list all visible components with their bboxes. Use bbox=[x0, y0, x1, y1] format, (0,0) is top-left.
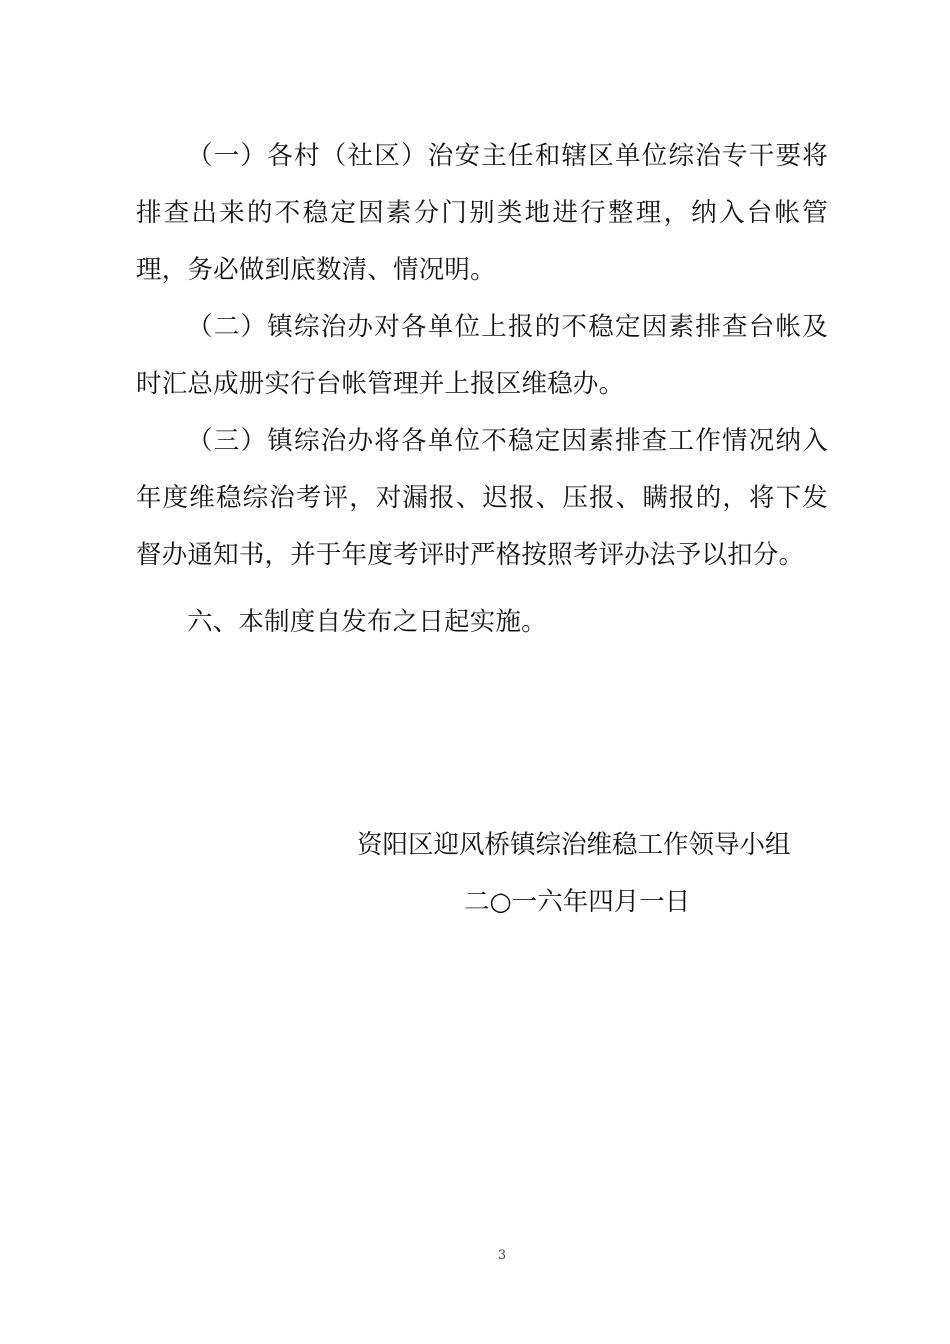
paragraph-item-2: （二）镇综治办对各单位上报的不稳定因素排查台帐及时汇总成册实行台帐管理并上报区维稳办。 bbox=[136, 312, 828, 399]
page-number: 3 bbox=[497, 1248, 507, 1263]
signature-date: 二○一六年四月一日 bbox=[464, 887, 691, 917]
paragraph-item-1: （一）各村（社区）治安主任和辖区单位综治专干要将排查出来的不稳定因素分门别类地进行整理，纳入台帐管理，务必做到底数清、情况明。 bbox=[136, 141, 828, 285]
paragraph-section-six: 六、本制度自发布之日起实施。 bbox=[187, 607, 547, 637]
paragraph-item-3: （三）镇综治办将各单位不稳定因素排查工作情况纳入年度维稳综治考评，对漏报、迟报、压报、瞒报的，将下发督办通知书，并于年度考评时严格按照考评办法予以扣分。 bbox=[136, 426, 828, 570]
signature-organization: 资阳区迎风桥镇综治维稳工作领导小组 bbox=[357, 830, 791, 860]
